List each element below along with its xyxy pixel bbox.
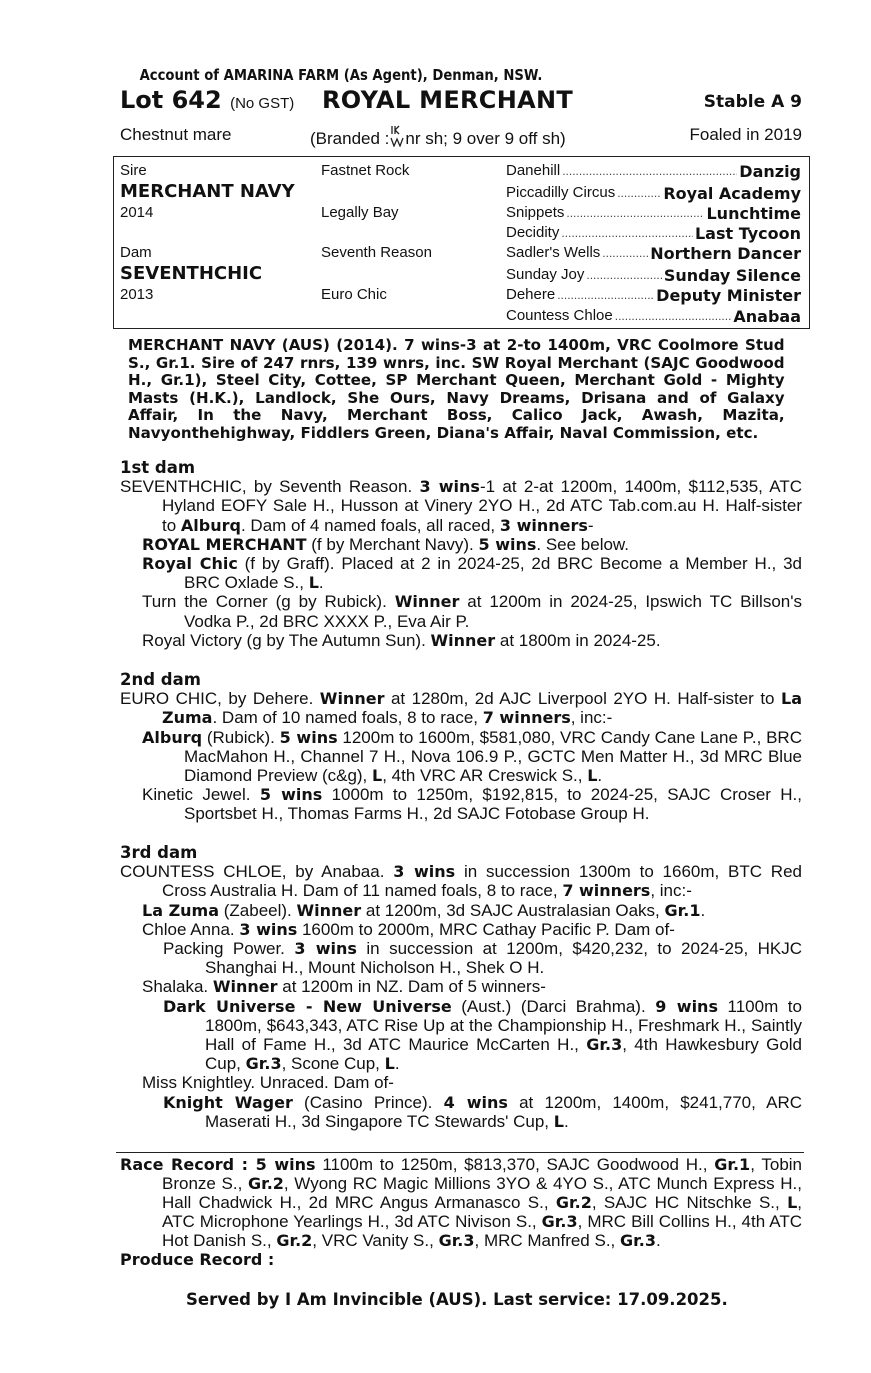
stable-location: Stable A 9 [703,92,802,112]
bold-segment: Gr.3 [438,1231,475,1250]
text-segment: -1 at 2-at 1200m, 1400m, $112,535, ATC Hyland EOFY Sale H., Husson at Vinery 2YO H., 2d ATC Tab.com.au H. Half-sister to [162,477,803,535]
bold-segment: Gr.3 [620,1231,656,1250]
bold-segment: 3 wins [419,477,480,497]
first-dam-section [120,458,802,650]
bold-segment: 4 wins [443,1092,508,1112]
first-dam-text [120,477,802,535]
text-segment: . Dam of 4 named foals, all raced, [240,515,500,535]
text-segment: , Tobin Bronze S., [162,1155,802,1193]
pedigree-table [113,156,810,329]
text-segment: at 1280m, 2d AJC Liverpool 2YO H. Half-sister to [384,689,781,709]
text-segment: , MRC Bill Collins H., 4th ATC Hot Danish S., [162,1212,803,1250]
offspring-entry [120,920,802,939]
sire-dam: Legally Bay [321,204,399,221]
bold-segment: L [308,573,319,593]
sire-year: 2014 [120,204,154,221]
offspring-entry [120,977,802,996]
text-segment: . [700,900,706,920]
bold-segment: Knight Wager [163,1092,293,1112]
second-dam-heading: 2nd dam [120,670,201,689]
text-segment: 1600m to 2000m, MRC Cathay Pacific P. Dam of- [297,919,675,939]
text-segment: at 1200m, 1400m, $241,770, ARC Maserati H., 3d Singapore TC Stewards' Cup, [205,1092,802,1131]
pedigree-gen3-row: Countess Chloe ..... Anabaa [506,307,801,326]
offspring-entry [120,1073,802,1092]
text-segment: (f by Graff). Placed at 2 in 2024-25, 2d BRC Become a Member H., 3d BRC Oxlade S., [184,554,802,593]
pedigree-gen3-row: Dehere ..... Deputy Minister [506,286,801,305]
bold-segment: Race Record : 5 wins [120,1155,316,1174]
bold-segment: Gr.1 [714,1155,751,1174]
offspring-entry [120,939,802,977]
text-segment: (Casino Prince). [292,1092,444,1112]
bold-segment: ROYAL MERCHANT [142,534,307,554]
bold-segment: Royal Chic [142,554,238,574]
offspring-entry [120,1093,802,1131]
text-segment: . [394,1054,400,1074]
bold-segment: Gr.2 [247,1174,284,1193]
gst-note: (No GST) [230,95,295,112]
text-segment: Turn the Corner (g by Rubick). [142,592,395,612]
text-segment: in succession at 1200m, $420,232, to 2024-25, HKJC Shanghai H., Mount Nicholson H., Shek O H. [205,939,802,978]
bold-segment: L [384,1054,395,1074]
bold-segment: 7 winners [562,881,651,901]
text-segment: Shalaka. [142,977,213,997]
bold-segment: Gr.2 [276,1231,313,1250]
pedigree-gen3-row: Danehill ..... Danzig [506,162,801,181]
lot-number: Lot 642 (No GST) [120,86,295,114]
bold-segment: L [787,1193,798,1212]
offspring-entry [120,535,802,554]
text-segment: Chloe Anna. [142,919,240,939]
produce-record-label: Produce Record : [120,1250,275,1269]
brand-description: (Branded : nr sh; 9 over 9 off sh) [310,125,566,149]
text-segment: at 1200m in 2024-25, Ipswich TC Billson's Vodka P., 2d BRC XXXX P., Eva Air P. [184,592,802,631]
race-record-section [120,1155,802,1269]
text-segment: . [563,1111,569,1131]
bold-segment: 3 winners [499,515,588,535]
second-dam-section [120,670,802,824]
race-record-text [120,1155,802,1250]
text-segment: , SAJC HC Nitschke S., [591,1193,788,1212]
text-segment: SEVENTHCHIC, by Seventh Reason. [120,477,420,497]
bold-segment: La Zuma [162,689,802,728]
bold-segment: 3 wins [393,862,456,882]
sire-sire: Fastnet Rock [321,162,410,179]
bold-segment: Winner [430,630,496,650]
horse-name: ROYAL MERCHANT [322,86,574,114]
dam-sire: Seventh Reason [321,244,432,261]
text-segment: , MRC Manfred S., [474,1231,620,1250]
text-segment: . [318,573,324,593]
sire-summary: MERCHANT NAVY (AUS) (2014). 7 wins-3 at 2-to 1400m, VRC Coolmore Stud S., Gr.1. Sire of 247 rnrs, 139 wnrs, inc. SW Royal Merchant (SAJC Goodwood H., Gr.1), Steel City, Cottee, SP Merchant Queen, Merchant Gold - Mighty Masts (H.K.), Landlock, She Ours, Navy Dreams, Drisana and of Galaxy Affair, In the Navy, Merchant Boss, Calico Jack, Awash, Mazita, Navyonthehighway, Fiddlers Green, Diana's Affair, Naval Commission, etc. [128,336,785,442]
pedigree-gen3-row: Decidity ..... Last Tycoon [506,224,801,243]
text-segment: (Aust.) (Darci Brahma). [451,996,656,1016]
offspring-entry [120,997,802,1074]
pedigree-gen3-row: Piccadilly Circus ..... Royal Academy [506,184,801,203]
text-segment: , VRC Vanity S., [312,1231,439,1250]
account-line: Account of AMARINA FARM (As Agent), Denman, NSW. [139,66,543,84]
text-segment: at 1200m, 3d SAJC Australasian Oaks, [361,900,665,920]
text-segment: , inc:- [650,881,692,901]
dam-dam: Euro Chic [321,286,387,303]
text-segment: Packing Power. [163,939,295,959]
bold-segment: 3 wins [239,919,298,939]
offspring-entry [120,592,802,630]
text-segment: . [655,1231,661,1250]
bold-segment: Winner [319,689,385,709]
bold-segment: 5 wins [259,785,323,805]
text-segment: , ATC Microphone Yearlings H., 3d ATC Nivison S., [162,1193,802,1231]
bold-segment: L [587,766,598,786]
text-segment: 1100m to 1250m, $813,370, SAJC Goodwood H., [315,1155,715,1174]
description-line [120,125,802,149]
bold-segment: 5 wins [478,534,537,554]
bold-segment: Gr.3 [586,1035,623,1055]
text-segment: , 4th VRC AR Creswick S., [382,766,588,786]
dam-year: 2013 [120,286,154,303]
text-segment: (f by Merchant Navy). [306,534,479,554]
text-segment: - [587,515,594,535]
bold-segment: 5 wins [279,727,338,747]
text-segment: (Rubick). [202,727,280,747]
bold-segment: L [372,766,383,786]
offspring-entry [120,785,802,823]
text-segment: , 4th Hawkesbury Gold Cup, [205,1035,803,1074]
text-segment: (Zabeel). [219,900,297,920]
text-segment: Miss Knightley. Unraced. Dam of- [142,1073,394,1093]
text-segment: at 1200m in NZ. Dam of 5 winners- [277,977,546,997]
foaled-year: Foaled in 2019 [689,125,802,144]
bold-segment: La Zuma [142,900,220,920]
second-dam-text [120,689,802,727]
bold-segment: Dark Universe - New Universe [163,996,452,1016]
text-segment: . [597,766,603,786]
offspring-entry [120,901,802,920]
text-segment: COUNTESS CHLOE, by Anabaa. [120,862,394,882]
lot-line [120,86,802,116]
pedigree-gen3-row: Sunday Joy ..... Sunday Silence [506,266,801,285]
sire-label: Sire [120,162,147,179]
text-segment: . See below. [536,534,629,554]
text-segment: Kinetic Jewel. [142,785,260,805]
offspring-entry [120,728,802,786]
bold-segment: Winner [212,977,278,997]
text-segment: , inc:- [570,708,613,728]
sire-name: MERCHANT NAVY [120,181,295,202]
bold-segment: Alburq [142,727,203,747]
bold-segment: Winner [394,592,460,612]
bold-segment: Gr.1 [664,900,701,920]
text-segment: in succession 1300m to 1660m, BTC Red Cross Australia H. Dam of 11 named foals, 8 to race, [162,862,802,901]
bold-segment: Gr.2 [555,1193,592,1212]
brand-mark-icon [390,125,404,147]
text-segment: Royal Victory (g by The Autumn Sun). [142,630,431,650]
text-segment: EURO CHIC, by Dehere. [120,689,320,709]
bold-segment: 7 winners [482,708,571,728]
bold-segment: Winner [296,900,362,920]
dam-name: SEVENTHCHIC [120,263,263,284]
dam-label: Dam [120,244,152,261]
race-record-divider [116,1152,804,1153]
bold-segment: Alburq [180,515,241,535]
pedigree-gen3-row: Sadler's Wells ..... Northern Dancer [506,244,801,263]
text-segment: , Scone Cup, [281,1054,385,1074]
bold-segment: 3 wins [294,939,357,959]
pedigree-gen3-row: Snippets ..... Lunchtime [506,204,801,223]
text-segment: , Wyong RC Magic Millions 3YO & 4YO S., ATC Munch Express H., Hall Chadwick H., 2d MRC Angus Armanasco S., [162,1174,802,1212]
third-dam-section [120,843,802,1131]
offspring-entry [120,554,802,592]
text-segment: at 1800m in 2024-25. [495,630,661,650]
service-note: Served by I Am Invincible (AUS). Last service: 17.09.2025. [186,1290,728,1309]
text-segment: 1100m to 1800m, $643,343, ATC Rise Up at the Championship H., Freshmark H., Saintly Hall of Fame H., 3d ATC Maurice McCarten H., [205,996,802,1055]
bold-segment: Gr.3 [245,1054,282,1074]
bold-segment: 9 wins [655,996,718,1016]
third-dam-text [120,862,802,900]
text-segment: 1000m to 1250m, $192,815, to 2024-25, SAJC Croser H., Sportsbet H., Thomas Farms H., 2d SAJC Fotobase Group H. [184,785,802,824]
bold-segment: L [553,1111,564,1131]
text-segment: . Dam of 10 named foals, 8 to race, [212,708,483,728]
third-dam-heading: 3rd dam [120,843,198,862]
bold-segment: Gr.3 [541,1212,578,1231]
horse-colour-sex: Chestnut mare [120,125,232,144]
offspring-entry [120,631,802,650]
text-segment: 1200m to 1600m, $581,080, VRC Candy Cane Lane P., BRC MacMahon H., Channel 7 H., Nova 106.9 P., GCTC Men Matter H., 3d MRC Blue Diamond Preview (c&g), [184,727,802,786]
first-dam-heading: 1st dam [120,458,196,477]
